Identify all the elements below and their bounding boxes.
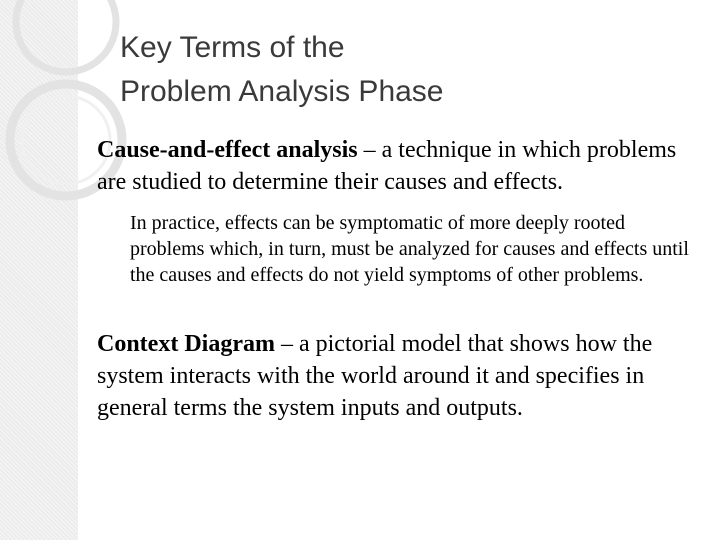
term-cause-effect: Cause-and-effect analysis (97, 137, 358, 163)
slide-title (120, 26, 680, 114)
context-diagram-definition (97, 328, 697, 424)
cause-effect-note: In practice, effects can be symptomatic of more deeply rooted problems which, in turn, must be analyzed for causes and effects until the causes and effects do not yield symptoms of other problems. (130, 212, 689, 286)
title-line-1: Key Terms of the (120, 31, 345, 64)
cause-effect-definition (97, 134, 697, 198)
cause-effect-description: – a technique in which problems are studied to determine their causes and effects. (97, 137, 677, 195)
term-context-diagram: Context Diagram (97, 331, 275, 357)
upper-ring (16, 0, 116, 72)
slide-body (97, 134, 697, 424)
context-diagram-description: – a pictorial model that shows how the system interacts with the world around it and specifies in general terms the system inputs and outputs. (97, 331, 653, 421)
title-line-2: Problem Analysis Phase (120, 75, 444, 108)
